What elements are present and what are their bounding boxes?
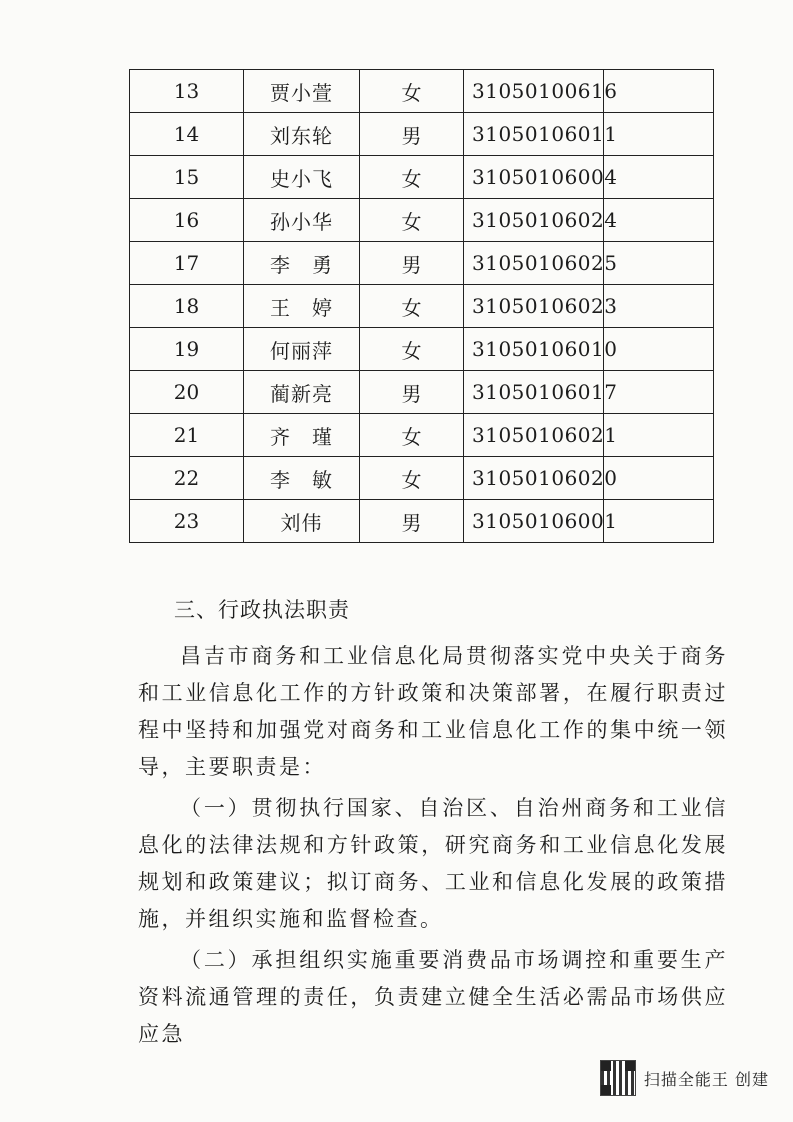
empty-cell <box>604 156 714 199</box>
person-gender: 男 <box>360 500 464 543</box>
empty-cell <box>604 113 714 156</box>
person-gender: 女 <box>360 285 464 328</box>
row-number: 22 <box>130 457 244 500</box>
person-name: 李 敏 <box>244 457 360 500</box>
person-id-number: 31050106024 <box>464 199 604 242</box>
person-gender: 男 <box>360 113 464 156</box>
person-name: 刘伟 <box>244 500 360 543</box>
person-id-number: 31050106010 <box>464 328 604 371</box>
person-id-number: 31050106001 <box>464 500 604 543</box>
person-id-number: 31050100616 <box>464 70 604 113</box>
person-gender: 女 <box>360 457 464 500</box>
person-id-number: 31050106020 <box>464 457 604 500</box>
person-name: 王 婷 <box>244 285 360 328</box>
table-row <box>130 414 714 457</box>
row-number: 18 <box>130 285 244 328</box>
duty-item-2: （二）承担组织实施重要消费品市场调控和重要生产资料流通管理的责任，负责建立健全生活必需品市场供应应急 <box>138 948 728 1046</box>
row-number: 20 <box>130 371 244 414</box>
table-row <box>130 328 714 371</box>
row-number: 13 <box>130 70 244 113</box>
table-row <box>130 500 714 543</box>
person-gender: 女 <box>360 199 464 242</box>
row-number: 21 <box>130 414 244 457</box>
table-row <box>130 113 714 156</box>
section-heading: 三、行政执法职责 <box>174 598 350 622</box>
person-gender: 男 <box>360 371 464 414</box>
empty-cell <box>604 500 714 543</box>
table-row <box>130 457 714 500</box>
row-number: 17 <box>130 242 244 285</box>
person-id-number: 31050106021 <box>464 414 604 457</box>
table-row <box>130 242 714 285</box>
watermark-text: 扫描全能王 创建 <box>643 1069 769 1089</box>
empty-cell <box>604 328 714 371</box>
empty-cell <box>604 414 714 457</box>
row-number: 16 <box>130 199 244 242</box>
person-name: 齐 瑾 <box>244 414 360 457</box>
person-gender: 女 <box>360 328 464 371</box>
empty-cell <box>604 371 714 414</box>
person-id-number: 31050106004 <box>464 156 604 199</box>
intro-paragraph: 昌吉市商务和工业信息化局贯彻落实党中央关于商务和工业信息化工作的方针政策和决策部署，在履行职责过程中坚持和加强党对商务和工业信息化工作的集中统一领导，主要职责是： <box>138 644 728 779</box>
person-gender: 女 <box>360 70 464 113</box>
person-name: 何丽萍 <box>244 328 360 371</box>
row-number: 19 <box>130 328 244 371</box>
person-name: 蔺新亮 <box>244 371 360 414</box>
person-id-number: 31050106017 <box>464 371 604 414</box>
person-gender: 男 <box>360 242 464 285</box>
empty-cell <box>604 70 714 113</box>
person-name: 孙小华 <box>244 199 360 242</box>
person-id-number: 31050106011 <box>464 113 604 156</box>
empty-cell <box>604 199 714 242</box>
person-gender: 女 <box>360 414 464 457</box>
person-gender: 女 <box>360 156 464 199</box>
empty-cell <box>604 242 714 285</box>
table-row <box>130 70 714 113</box>
duties-section <box>138 592 728 1057</box>
scanner-watermark <box>600 1060 769 1096</box>
person-name: 史小飞 <box>244 156 360 199</box>
row-number: 23 <box>130 500 244 543</box>
table-row <box>130 156 714 199</box>
row-number: 15 <box>130 156 244 199</box>
qr-code-icon <box>600 1060 636 1096</box>
table-row <box>130 371 714 414</box>
table-row <box>130 199 714 242</box>
person-id-number: 31050106025 <box>464 242 604 285</box>
roster-table <box>129 69 714 543</box>
roster-body <box>130 70 714 543</box>
person-name: 贾小萱 <box>244 70 360 113</box>
person-name: 刘东轮 <box>244 113 360 156</box>
duty-item-1: （一）贯彻执行国家、自治区、自治州商务和工业信息化的法律法规和方针政策，研究商务和工业信息化发展规划和政策建议；拟订商务、工业和信息化发展的政策措施，并组织实施和监督检查。 <box>138 796 728 931</box>
row-number: 14 <box>130 113 244 156</box>
table-row <box>130 285 714 328</box>
empty-cell <box>604 285 714 328</box>
empty-cell <box>604 457 714 500</box>
person-name: 李 勇 <box>244 242 360 285</box>
person-id-number: 31050106023 <box>464 285 604 328</box>
